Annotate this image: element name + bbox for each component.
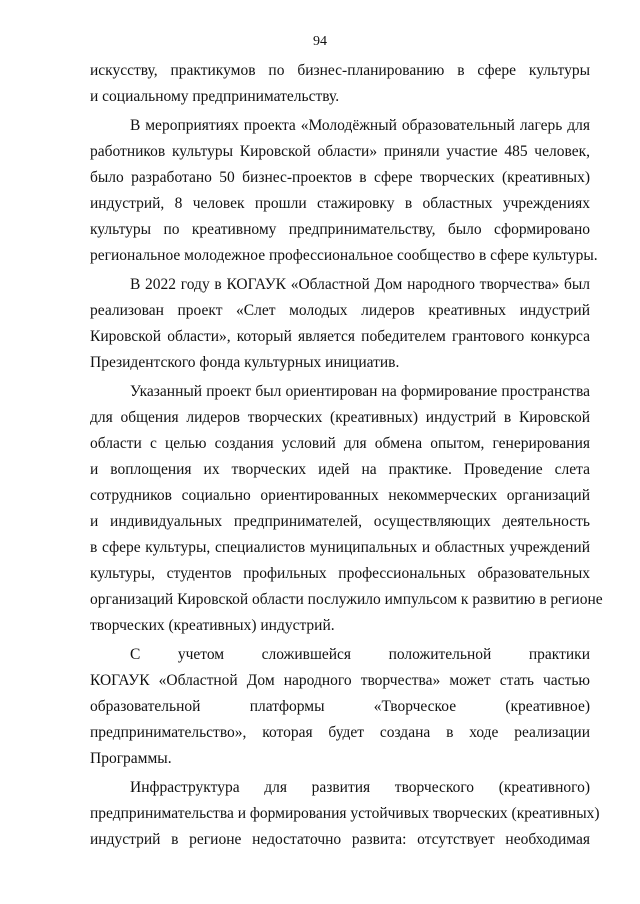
text-line: образовательной платформы «Творческое (креативное) — [90, 698, 590, 715]
text-line: индустрий в регионе недостаточно развита: отсутствует необходимая — [90, 831, 590, 848]
text-line: организаций Кировской области послужило импульсом к развитию в регионе — [90, 591, 603, 608]
text-line: Президентского фонда культурных инициатив. — [90, 354, 400, 371]
text-line: в сфере культуры, специалистов муниципальных и областных учреждений — [90, 539, 590, 556]
text-line: Указанный проект был ориентирован на формирование пространства — [130, 383, 590, 400]
text-line: и воплощения их творческих идей на практике. Проведение слета — [90, 461, 590, 478]
text-line: и индивидуальных предпринимателей, осуществляющих деятельность — [90, 513, 590, 530]
text-line: В 2022 году в КОГАУК «Областной Дом народного творчества» был — [130, 276, 590, 293]
page-number: 94 — [313, 34, 327, 49]
text-line: культуры, студентов профильных профессиональных образовательных — [90, 565, 590, 582]
text-line: творческих (креативных) индустрий. — [90, 617, 335, 634]
text-line: региональное молодежное профессиональное сообщество в сфере культуры. — [90, 247, 598, 264]
text-line: для общения лидеров творческих (креативных) индустрий в Кировской — [90, 409, 590, 426]
text-line: было разработано 50 бизнес-проектов в сфере творческих (креативных) — [90, 169, 590, 186]
text-line: сотрудников социально ориентированных некоммерческих организаций — [90, 487, 590, 504]
text-line: Кировской области», который является победителем грантового конкурса — [90, 328, 590, 345]
text-line: и социальному предпринимательству. — [90, 88, 340, 105]
text-line: реализован проект «Слет молодых лидеров креативных индустрий — [90, 302, 590, 319]
text-line: предпринимательство», которая будет создана в ходе реализации — [90, 724, 590, 741]
text-line: С учетом сложившейся положительной практики — [130, 646, 590, 663]
text-line: предпринимательства и формирования устойчивых творческих (креативных) — [90, 805, 600, 822]
text-line: работников культуры Кировской области» приняли участие 485 человек, — [90, 143, 590, 160]
text-line: области с целью создания условий для обмена опытом, генерирования — [90, 435, 590, 452]
text-line: искусству, практикумов по бизнес-планированию в сфере культуры — [90, 62, 590, 79]
text-line: В мероприятиях проекта «Молодёжный образовательный лагерь для — [130, 117, 590, 134]
text-line: Программы. — [90, 750, 172, 767]
text-line: индустрий, 8 человек прошли стажировку в областных учреждениях — [90, 195, 590, 212]
text-line: КОГАУК «Областной Дом народного творчества» может стать частью — [90, 672, 590, 689]
body-text — [90, 58, 603, 853]
text-line: культуры по креативному предпринимательству, было сформировано — [90, 221, 590, 238]
text-line: Инфраструктура для развития творческого (креативного) — [130, 779, 590, 796]
